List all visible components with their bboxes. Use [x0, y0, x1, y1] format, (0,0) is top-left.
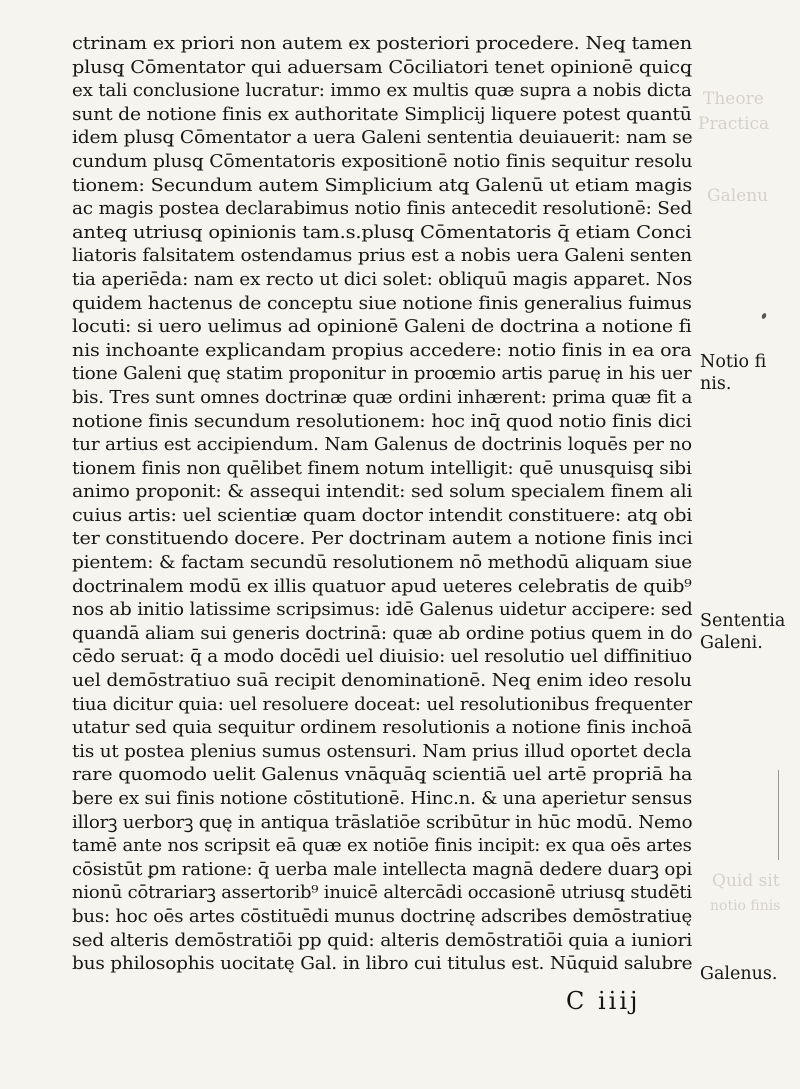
text-line: cuius artis: uel scientiæ quam doctor intendit constituere: atq̧ obi	[72, 505, 693, 526]
text-line: quandā aliam sui generis doctrinā: quæ ab ordine potius quem in do	[72, 623, 693, 644]
text-line: utatur sed quia sequitur ordinem resolutionis a notione finis inchoā	[72, 718, 693, 739]
text-line: sed alteris demōstratiōi pp quid: alteris demōstratiōi quia a iuniori	[72, 930, 692, 951]
text-line: nionū cōtrariarꝫ assertorib⁹ inuicē altercādi occasionē utriusq̧ studēti	[72, 883, 692, 904]
text-line: plusq̧ Cōmentator qui aduersam Cōciliatori tenet opinionē quicq̧	[72, 57, 693, 78]
margin-note-galenus	[700, 963, 777, 985]
text-line: liatoris falsitatem ostendamus prius est a nobis uera Galeni senten	[72, 246, 692, 267]
text-line: ctrinam ex priori non autem ex posteriori procedere. Neq̧ tamen	[72, 34, 692, 54]
text-line: tis ut postea plenius sumus ostensuri. Nam prius illud oportet decla	[72, 741, 692, 762]
bleed-through-text-1: Theore	[703, 89, 764, 109]
margin-note-notio-finis	[700, 351, 766, 395]
text-line: pientem: & factam secundū resolutionem nō methodū aliquam siue	[72, 553, 693, 574]
text-line: cōsistūt ꝑm ratione: q̄ uerba male intellecta magnā dedere duarꝫ opi	[72, 859, 693, 880]
text-line: bus philosophis uocitatę Gal. in libro cui titulus est. Nūquid salubre	[72, 954, 693, 975]
margin-note-line: nis.	[700, 374, 732, 394]
text-line: ex tali conclusione lucratur: immo ex multis quæ supra a nobis dicta	[72, 81, 692, 102]
bleed-through-text-2: Practica	[698, 114, 770, 134]
text-line: sunt de notione finis ex authoritate Simplicij liquere potest quantū	[72, 104, 692, 125]
signature-mark: C iiij	[566, 987, 641, 1015]
text-line: bis. Tres sunt omnes doctrinæ quæ ordini inhærent: prima quæ fit a	[72, 387, 693, 408]
text-line: tione Galeni quę statim proponitur in proœmio artis paruę in his uer	[72, 364, 692, 385]
margin-note-line: Galeni.	[700, 633, 763, 653]
text-line: ac magis postea declarabimus notio finis antecedit resolutionē: Sed	[72, 199, 693, 220]
text-line: tiua dicitur quia: uel resoluere doceat: uel resolutionibus frequenter	[72, 694, 692, 715]
text-line: tur artius est accipiendum. Nam Galenus de doctrinis loquēs per no	[72, 435, 692, 456]
text-line: uel demōstratiuo suā recipit denominationē. Neq̧ enim ideo resolu	[72, 671, 692, 692]
text-line: tia aperiēda: nam ex recto ut dici solet: obliquū magis apparet. Nos	[72, 269, 693, 290]
text-line: cundum plusq̧ Cōmentatoris expositionē notio finis sequitur resolu	[72, 151, 693, 172]
text-line: tionem finis non quēlibet finem notum intelligit: quē unusquisq̧ sibi	[72, 458, 692, 479]
ink-speck	[761, 312, 767, 319]
text-line: anteq̧ utriusq̧ opinionis tam.s.plusq̧ Cōmentatoris q̄ etiam Conci	[72, 222, 692, 243]
bleed-through-text-4: Quid sit	[712, 871, 780, 891]
text-line: tamē ante nos scripsit eā quæ ex notiōe finis incipit: ex qua oēs artes	[72, 836, 692, 857]
main-text-block	[72, 33, 692, 977]
text-line: locuti: si uero uelimus ad opinionē Galeni de doctrina a notione fi	[72, 317, 692, 338]
text-line: ter constituendo docere. Per doctrinam autem a notione finis inci	[72, 529, 693, 550]
text-line: rare quomodo uelit Galenus vnāquāq̧ scientiā uel artē propriā ha	[72, 765, 693, 786]
text-line: doctrinalem modū ex illis quatuor apud ueteres celebratis de quib⁹	[72, 576, 692, 597]
bleed-through-text-5: notio finis	[710, 898, 781, 914]
text-line: nis inchoante explicandam propius accedere: notio finis in ea ora	[72, 340, 692, 361]
text-line: bere ex sui finis notione cōstitutionē. Hinc.n. & una aperietur sensus	[72, 789, 693, 809]
text-line: bus: hoc oēs artes cōstituēdi munus doctrinę adscribes demōstratiuę	[72, 906, 693, 927]
margin-note-line: Sententia	[700, 611, 786, 631]
text-line: quidem hactenus de conceptu siue notione finis generalius fuimus	[72, 293, 692, 314]
bleed-through-text-3: Galenu	[707, 186, 769, 206]
page-edge-mark	[778, 770, 779, 860]
text-line: cēdo seruat: q̄ a modo docēdi uel diuisio: uel resolutio uel diffinitiuo	[72, 647, 692, 668]
text-line: tionem: Secundum autem Simplicium atq̧ Galenū ut etiam magis	[72, 175, 693, 196]
text-line: idem plusq̧ Cōmentator a uera Galeni sententia deuiauerit: nam se	[72, 128, 693, 149]
margin-note-sententia-galeni	[700, 610, 785, 654]
text-line: notione finis secundum resolutionem: hoc inq̄ quod notio finis dici	[72, 411, 692, 432]
text-line: animo proponit: & assequi intendit: sed solum specialem finem ali	[72, 482, 693, 503]
margin-note-line: Galenus.	[700, 964, 778, 984]
text-line: nos ab initio latissime scripsimus: idē Galenus uidetur accipere: sed	[72, 600, 693, 621]
text-line: illorꝫ uerborꝫ quę in antiqua trāslatiōe scribūtur in hūc modū. Nemo	[72, 812, 693, 833]
margin-note-line: Notio fi	[700, 352, 767, 372]
